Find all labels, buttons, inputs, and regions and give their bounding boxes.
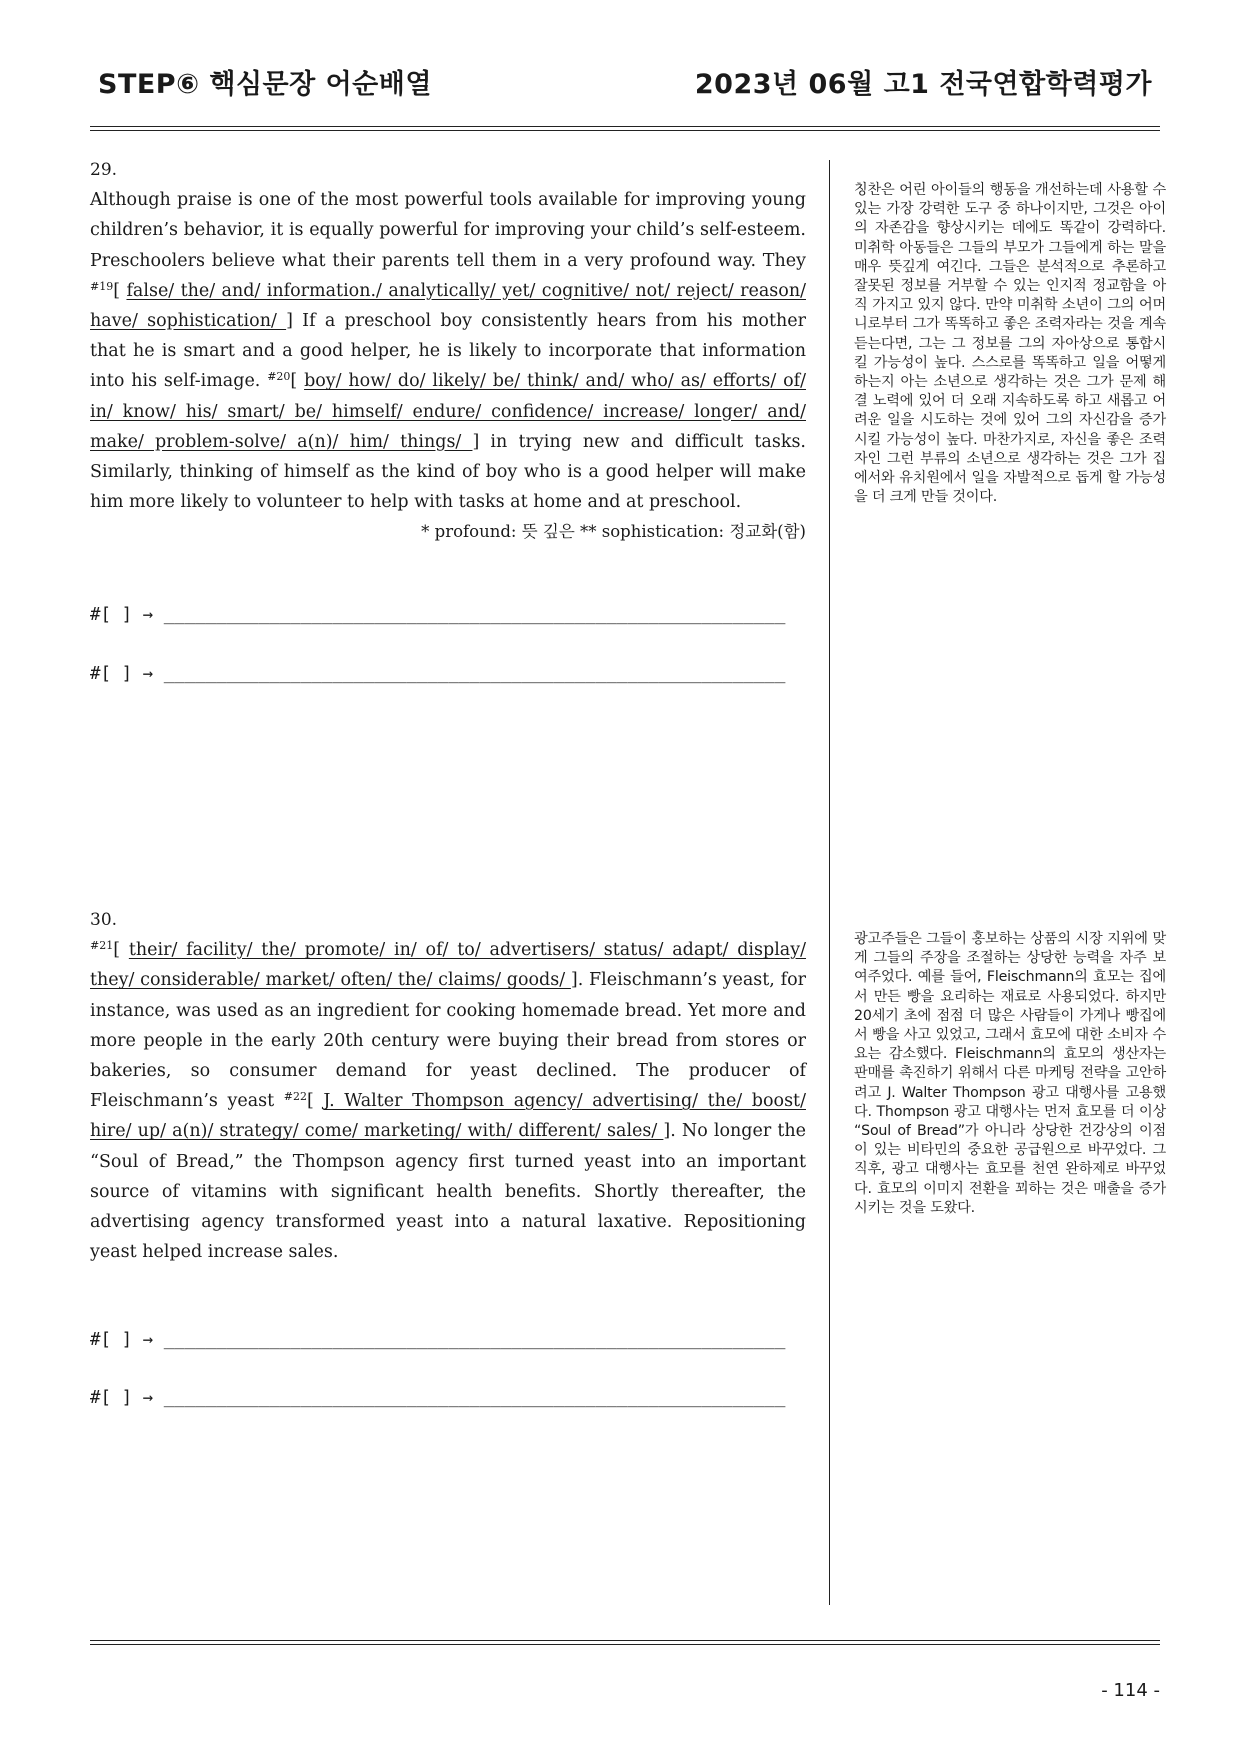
q29-korean-translation: 칭찬은 어린 아이들의 행동을 개선하는데 사용할 수 있는 가장 강력한 도구 중 하나이지만, 그것은 아이의 자존감을 향상시키는 데에도 똑같이 강력하다. 미취학 아동들은 그들의 부모가 그들에게 하는 말을 매우 뜻깊게 여긴다. 그들은 분석적으로 추론하고 잘못된 정보를 거부할 수 있는 인지적 정교함을 아직 가지고 있지 않다. 만약 미취학 소년이 그의 어머니로부터 그가 똑똑하고 좋은 조력자라는 것을 계속 듣는다면, 그는 그 정보를 그의 자아상으로 통합시킬 가능성이 높다. 스스로를 똑똑하고 일을 어떻게 하는지 아는 소년으로 생각하는 것은 그가 문제 해결 노력에 있어 더 오래 지속하도록 하고 새롭고 어려운 일을 시도하는 것에 있어 그의 자신감을 증가시킬 가능성이 높다. 마찬가지로, 자신을 좋은 조력자인 그런 부류의 소년으로 생각하는 것은 그가 집에서와 유치원에서 일을 자발적으로 돕게 할 가능성을 더 크게 만들 것이다. (854, 182, 1166, 506)
q30-text-1: . Fleischmann’s yeast, for instance, was used as an ingredient for cooking homemade bread. Yet more and more people in the early 20th century were buying their bread from stores or bakeries, so consumer demand for yeast declined. The producer of Fleischmann’s yeast (90, 970, 806, 1112)
question-30-number: 30. (90, 910, 118, 930)
q29-bracket-close-20: ] (472, 431, 480, 452)
q30-bracket-close-22: ] (663, 1121, 671, 1142)
q30-blank-21-marker: #21 (90, 939, 114, 953)
q29-text-3: in trying new and difficult tasks. Similarly, thinking of himself as the kind of boy who is a good helper will make him more likely to volunteer to help with tasks at home and at preschool. (90, 431, 806, 513)
header-step-title: STEP⑥ 핵심문장 어순배열 (98, 69, 432, 100)
footer-double-rule (90, 1640, 1160, 1645)
question-30 (90, 905, 806, 1267)
question-29 (90, 155, 806, 548)
q30-answer-line-1[interactable]: #[ ] → ___________________________________________________________ (90, 1330, 786, 1350)
q30-blank-22-marker: #22 (283, 1090, 307, 1104)
q30-answer-line-2[interactable]: #[ ] → ___________________________________________________________ (90, 1388, 786, 1408)
question-29-number: 29. (90, 160, 118, 180)
header-double-rule (90, 126, 1160, 131)
q29-blank-20-marker: #20 (267, 370, 291, 384)
column-divider (829, 160, 830, 1605)
q30-korean-translation: 광고주들은 그들이 홍보하는 상품의 시장 지위에 맞게 그들의 주장을 조절하는 상당한 능력을 자주 보여주었다. 예를 들어, Fleischmann의 효모는 집에서 만든 빵을 요리하는 재료로 사용되었다. 하지만 20세기 초에 점점 더 많은 사람들이 가게나 빵집에서 빵을 사고 있었고, 그래서 효모에 대한 소비자 수요는 감소했다. Fleischmann의 효모의 생산자는 판매를 촉진하기 위해서 다른 마케팅 전략을 고안하려고 J. Walter Thompson 광고 대행사를 고용했다. Thompson 광고 대행사는 먼저 효모를 더 이상 “Soul of Bread”가 아니라 상당한 건강상의 이점이 있는 비타민의 중요한 공급원으로 바꾸었다. 그 직후, 광고 대행사는 효모를 천연 완하제로 바꾸었다. 효모의 이미지 전환을 꾀하는 것은 매출을 증가시키는 것을 도왔다. (854, 931, 1166, 1216)
q30-bracket-open-22: [ (306, 1091, 324, 1112)
q29-answer-line-2[interactable]: #[ ] → ___________________________________________________________ (90, 664, 786, 684)
q30-bracket-close-21: ] (570, 970, 578, 991)
page-number: - 114 - (1101, 1680, 1160, 1701)
q29-answer-line-1[interactable]: #[ ] → ___________________________________________________________ (90, 605, 786, 625)
q29-text-1: Although praise is one of the most powerful tools available for improving young children’s behavior, it is equally powerful for improving your child’s self-esteem. Preschoolers believe what their parents tell them in a very profound way. They (90, 190, 806, 271)
q30-text-2: . No longer the “Soul of Bread,” the Thompson agency first turned yeast into an important source of vitamins with significant health benefits. Shortly thereafter, the advertising agency transformed yeast into a natural laxative. Repositioning yeast helped increase sales. (90, 1121, 806, 1263)
question-29-passage (90, 185, 806, 517)
q29-bracket-open-20: [ (290, 371, 305, 392)
q30-scramble-21: their/ facility/ the/ promote/ in/ of/ to/ advertisers/ status/ adapt/ display/ they/ considerable/ market/ often/ the/ claims/ goods/ (90, 940, 807, 991)
q29-text-2: If a preschool boy consistently hears from his mother that he is smart and a good helper, he is likely to incorporate that information into his self-image. (90, 311, 806, 392)
q29-bracket-close-19: ] (286, 311, 293, 332)
q30-scramble-22: J. Walter Thompson agency/ advertising/ the/ boost/ hire/ up/ a(n)/ strategy/ come/ marketing/ with/ different/ sales/ (90, 1091, 806, 1142)
header-exam-title: 2023년 06월 고1 전국연합학력평가 (694, 69, 1152, 100)
page-header (90, 62, 1160, 106)
q30-bracket-open-21: [ (113, 940, 129, 961)
q29-bracket-open-19: [ (113, 280, 127, 301)
q29-scramble-19: false/ the/ and/ information./ analytically/ yet/ cognitive/ not/ reject/ reason/ have/ sophistication/ (90, 280, 806, 332)
q29-scramble-20: boy/ how/ do/ likely/ be/ think/ and/ who/ as/ efforts/ of/ in/ know/ his/ smart/ be/ himself/ endure/ confidence/ increase/ longer/ and/ make/ problem-solve/ a(n)/ him/ things/ (90, 371, 807, 452)
question-30-passage (90, 935, 806, 1267)
q29-footnote: * profound: 뜻 깊은 ** sophistication: 정교화(함) (421, 522, 806, 542)
q29-blank-19-marker: #19 (90, 279, 114, 293)
